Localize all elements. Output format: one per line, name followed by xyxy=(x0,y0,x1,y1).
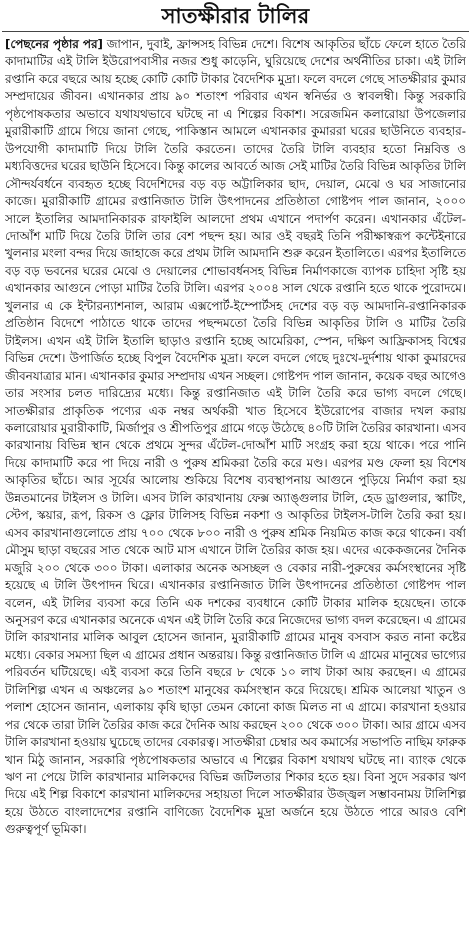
headline-container xyxy=(0,3,471,29)
headline: সাতক্ষীরার টালির xyxy=(161,4,310,28)
headline-divider xyxy=(2,31,469,32)
continuation-kicker: [পেছনের পৃষ্ঠার পর] xyxy=(5,37,103,51)
article-text: জাপান, দুবাই, ফ্রান্সসহ বিভিন্ন দেশে। বিশেষ আকৃতির ছাঁচে ফেলে হাতে তৈরি কাদামাটির এই টালি ইউরোপবাসীর নজর শুধু কাড়েনি, ঘুরিয়েছে দেশের অর্থনীতির চাকা। এই টালি রপ্তানি করে বছরে আয় হচ্ছে কোটি কোটি টাকার বৈদেশিক মুদ্রা। ফলে বদলে গেছে সাতক্ষীরার কুমার সম্প্রদায়ের জীবন। এখানকার প্রায় ৯০ শতাংশ পরিবার এখন স্বনির্ভর ও স্বাবলম্বী। কিন্তু সরকারি পৃষ্ঠপোষকতার অভাবে যথাযথভাবে ঘটছে না এ শিল্পের বিকাশ। সরেজমিন কলারোয়া উপজেলার মুরারীকাটি গ্রামে গিয়ে জানা গেছে, পাকিস্তান আমলে এখানকার কুমাররা ঘরের ছাউনিতে ব্যবহার-উপযোগী কাদামাটি দিয়ে টালি তৈরি করতেন। তাদের তৈরি টালি ব্যবহার হতো নিম্নবিত্ত ও মধ্যবিত্তদের ঘরের ছাউনি হিসেবে। কিন্তু কালের আবর্তে আজ সেই মাটির তৈরি বিভিন্ন আকৃতির টালি সৌন্দর্যবর্ধনে ব্যবহৃত হচ্ছে বিদেশিদের বড় বড় অট্টালিকার ছাদ, দেয়াল, মেঝে ও ঘর সাজানোর কাজে। মুরারীকাটি গ্রামের রপ্তানিজাত টালি উৎপাদনের প্রতিষ্ঠাতা গোষ্টপদ পাল জানান, ২০০০ সালে ইতালির আমদানিকারক রাফাইলি আলদো প্রথম এখানে পদার্পণ করেন। এখানকার এঁটেল-দোআঁশ মাটি দিয়ে তৈরি টালি তার বেশ পছন্দ হয়। আর ওই বছরই তিনি পরীক্ষাস্বরূপ কন্টেইনারে খুলনার মংলা বন্দর দিয়ে জাহাজে করে প্রথম টালি আমদানি শুরু করেন ইতালিতে। এরপর ইতালিতে বড় বড় ভবনের ঘরের মেঝে ও দেয়ালের শোভাবর্ধনসহ বিভিন্ন নির্মাণকাজে ব্যাপক চাহিদা সৃষ্টি হয় এখানকার আগুনে পোড়া মাটির তৈরি টালি। এরপর ২০০৪ সাল থেকে রপ্তানি হতে থাকে পুরোদমে। খুলনার এ কে ইন্টারন্যাশনাল, আরাম এক্সপোর্ট-ইম্পোর্টসহ দেশের বড় বড় আমদানি-রপ্তানিকারক প্রতিষ্ঠান বিদেশে পাঠাতে থাকে তাদের পছন্দমতো তৈরি বিভিন্ন আকৃতির টালি ও মাটির তৈরি টাইলস। এখন এই টালি ইতালি ছাড়াও রপ্তানি হচ্ছে আমেরিকা, স্পেন, দক্ষিণ আফ্রিকাসহ বিশ্বের বিভিন্ন দেশে। উপার্জিত হচ্ছে বিপুল বৈদেশিক মুদ্রা। ফলে বদলে গেছে দুঃখে-দুর্দশায় থাকা কুমারদের জীবনযাত্রার মান। এখানকার কুমার সম্প্রদায় এখন সচ্ছল। গোষ্টপদ পাল জানান, কয়েক বছর আগেও তার সংসার চলত দারিদ্র্যের মধ্যে। কিন্তু রপ্তানিজাত এই টালি তৈরি করে ভাগ্য বদলে গেছে। সাতক্ষীরার প্রাকৃতিক পণ্যের এক নম্বর অর্থকরী খাত হিসেবে ইউরোপের বাজার দখল করায় কলারোয়ার মুরারীকাটি, মির্জাপুর ও শ্রীপতিপুর গ্রামে গড়ে উঠেছে ৪০টি টালি তৈরির কারখানা। এসব কারখানায় বিভিন্ন স্থান থেকে প্রথমে সুন্দর এঁটেল-দোআঁশ মাটি সংগ্রহ করা হয়ে থাকে। পরে পানি দিয়ে কাদামাটি করে পা দিয়ে নারী ও পুরুষ শ্রমিকরা তৈরি করে মণ্ড। এরপর মণ্ড ফেলা হয় বিশেষ আকৃতির ছাঁচে। আর সূর্যের আলোয় শুকিয়ে বিশেষ ব্যবস্থাপনায় আগুনে পুড়িয়ে নির্মাণ করা হয় উন্নতমানের টাইলস ও টালি। এসব টালি কারখানায় ফেক্স অ্যাঙ্গুলার টালি, হেড ড্রাগুলার, স্কাটিং, স্টেপ, স্কয়ার, রূপ, রিকস ও ফ্লোর টালিসহ বিভিন্ন নকশা ও আকৃতির টাইলস-টালি তৈরি করা হয়। এসব কারখানাগুলোতে প্রায় ৭০০ থেকে ৮০০ নারী ও পুরুষ শ্রমিক নিয়মিত কাজ করে থাকেন। বর্ষা মৌসুম ছাড়া বছরের সাত থেকে আট মাস এখানে টালি তৈরির কাজ হয়। এদের একেকজনের দৈনিক মজুরি ২০০ থেকে ৩০০ টাকা। এলাকার অনেক অসচ্ছল ও বেকার নারী-পুরুষের কর্মসংস্থানের সৃষ্টি হয়েছে এ টালি উৎপাদন ঘিরে। এখানকার রপ্তানিজাত টালি উৎপাদনের প্রতিষ্ঠাতা গোষ্টপদ পাল বলেন, এই টালির ব্যবসা করে তিনি এক দশকের ব্যবধানে কোটি টাকার মালিক হয়েছেন। তাকে অনুসরণ করে এখানকার অনেকে এখন এই টালি তৈরি করে নিজেদের ভাগ্য বদল করেছেন। এ গ্রামের টালি কারখানার মালিক আবুল হোসেন জানান, মুরারীকাটি গ্রামের মানুষ বসবাস করত নানা কষ্টের মধ্যে। বেকার সমস্যা ছিল এ গ্রামের প্রধান অন্তরায়। কিন্তু রপ্তানিজাত টালি এ গ্রামের মানুষের ভাগ্যের পরিবর্তন ঘটিয়েছে। এই ব্যবসা করে তিনি বছরে ৮ থেকে ১০ লাখ টাকা আয় করছেন। এ গ্রামের টালিশিল্প এখন এ অঞ্চলের ৯০ শতাংশ মানুষের কর্মসংস্থান করে দিয়েছে। শ্রমিক আলেয়া খাতুন ও পলাশ হোসেন জানান, এলাকায় কৃষি ছাড়া তেমন কোনো কাজ মিলত না এ গ্রামে। কারখানা হওয়ার পর থেকে তারা টালি তৈরির কাজ করে দৈনিক আয় করছেন ২০০ থেকে ৩০০ টাকা। আর গ্রামে এসব টালি কারখানা হওয়ায় ঘুচেছে তাদের বেকারত্ব। সাতক্ষীরা চেম্বার অব কমার্সের সভাপতি নাছিম ফারুক খান মিঠু জানান, সরকারি পৃষ্ঠপোষকতার অভাবে এ শিল্পের বিকাশ যথাযথ ঘটছে না। ব্যাংক থেকে ঋণ না পেয়ে টালি কারখানার মালিকদের বিভিন্ন জটিলতার শিকার হতে হয়। বিনা সুদে সরকার ঋণ দিয়ে এই শিল্প বিকাশে কারখানা মালিকদের সহায়তা দিলে সাতক্ষীরার উজ্জ্বল সম্ভাবনাময় টালিশিল্প হয়ে উঠতে বাংলাদেশের রপ্তানি বাণিজ্যে বৈদেশিক মুদ্রা অর্জনে হয়ে উঠতে পারে আরও বেশি গুরুত্বপূর্ণ ভূমিকা। xyxy=(5,37,466,837)
article-body xyxy=(5,36,466,942)
